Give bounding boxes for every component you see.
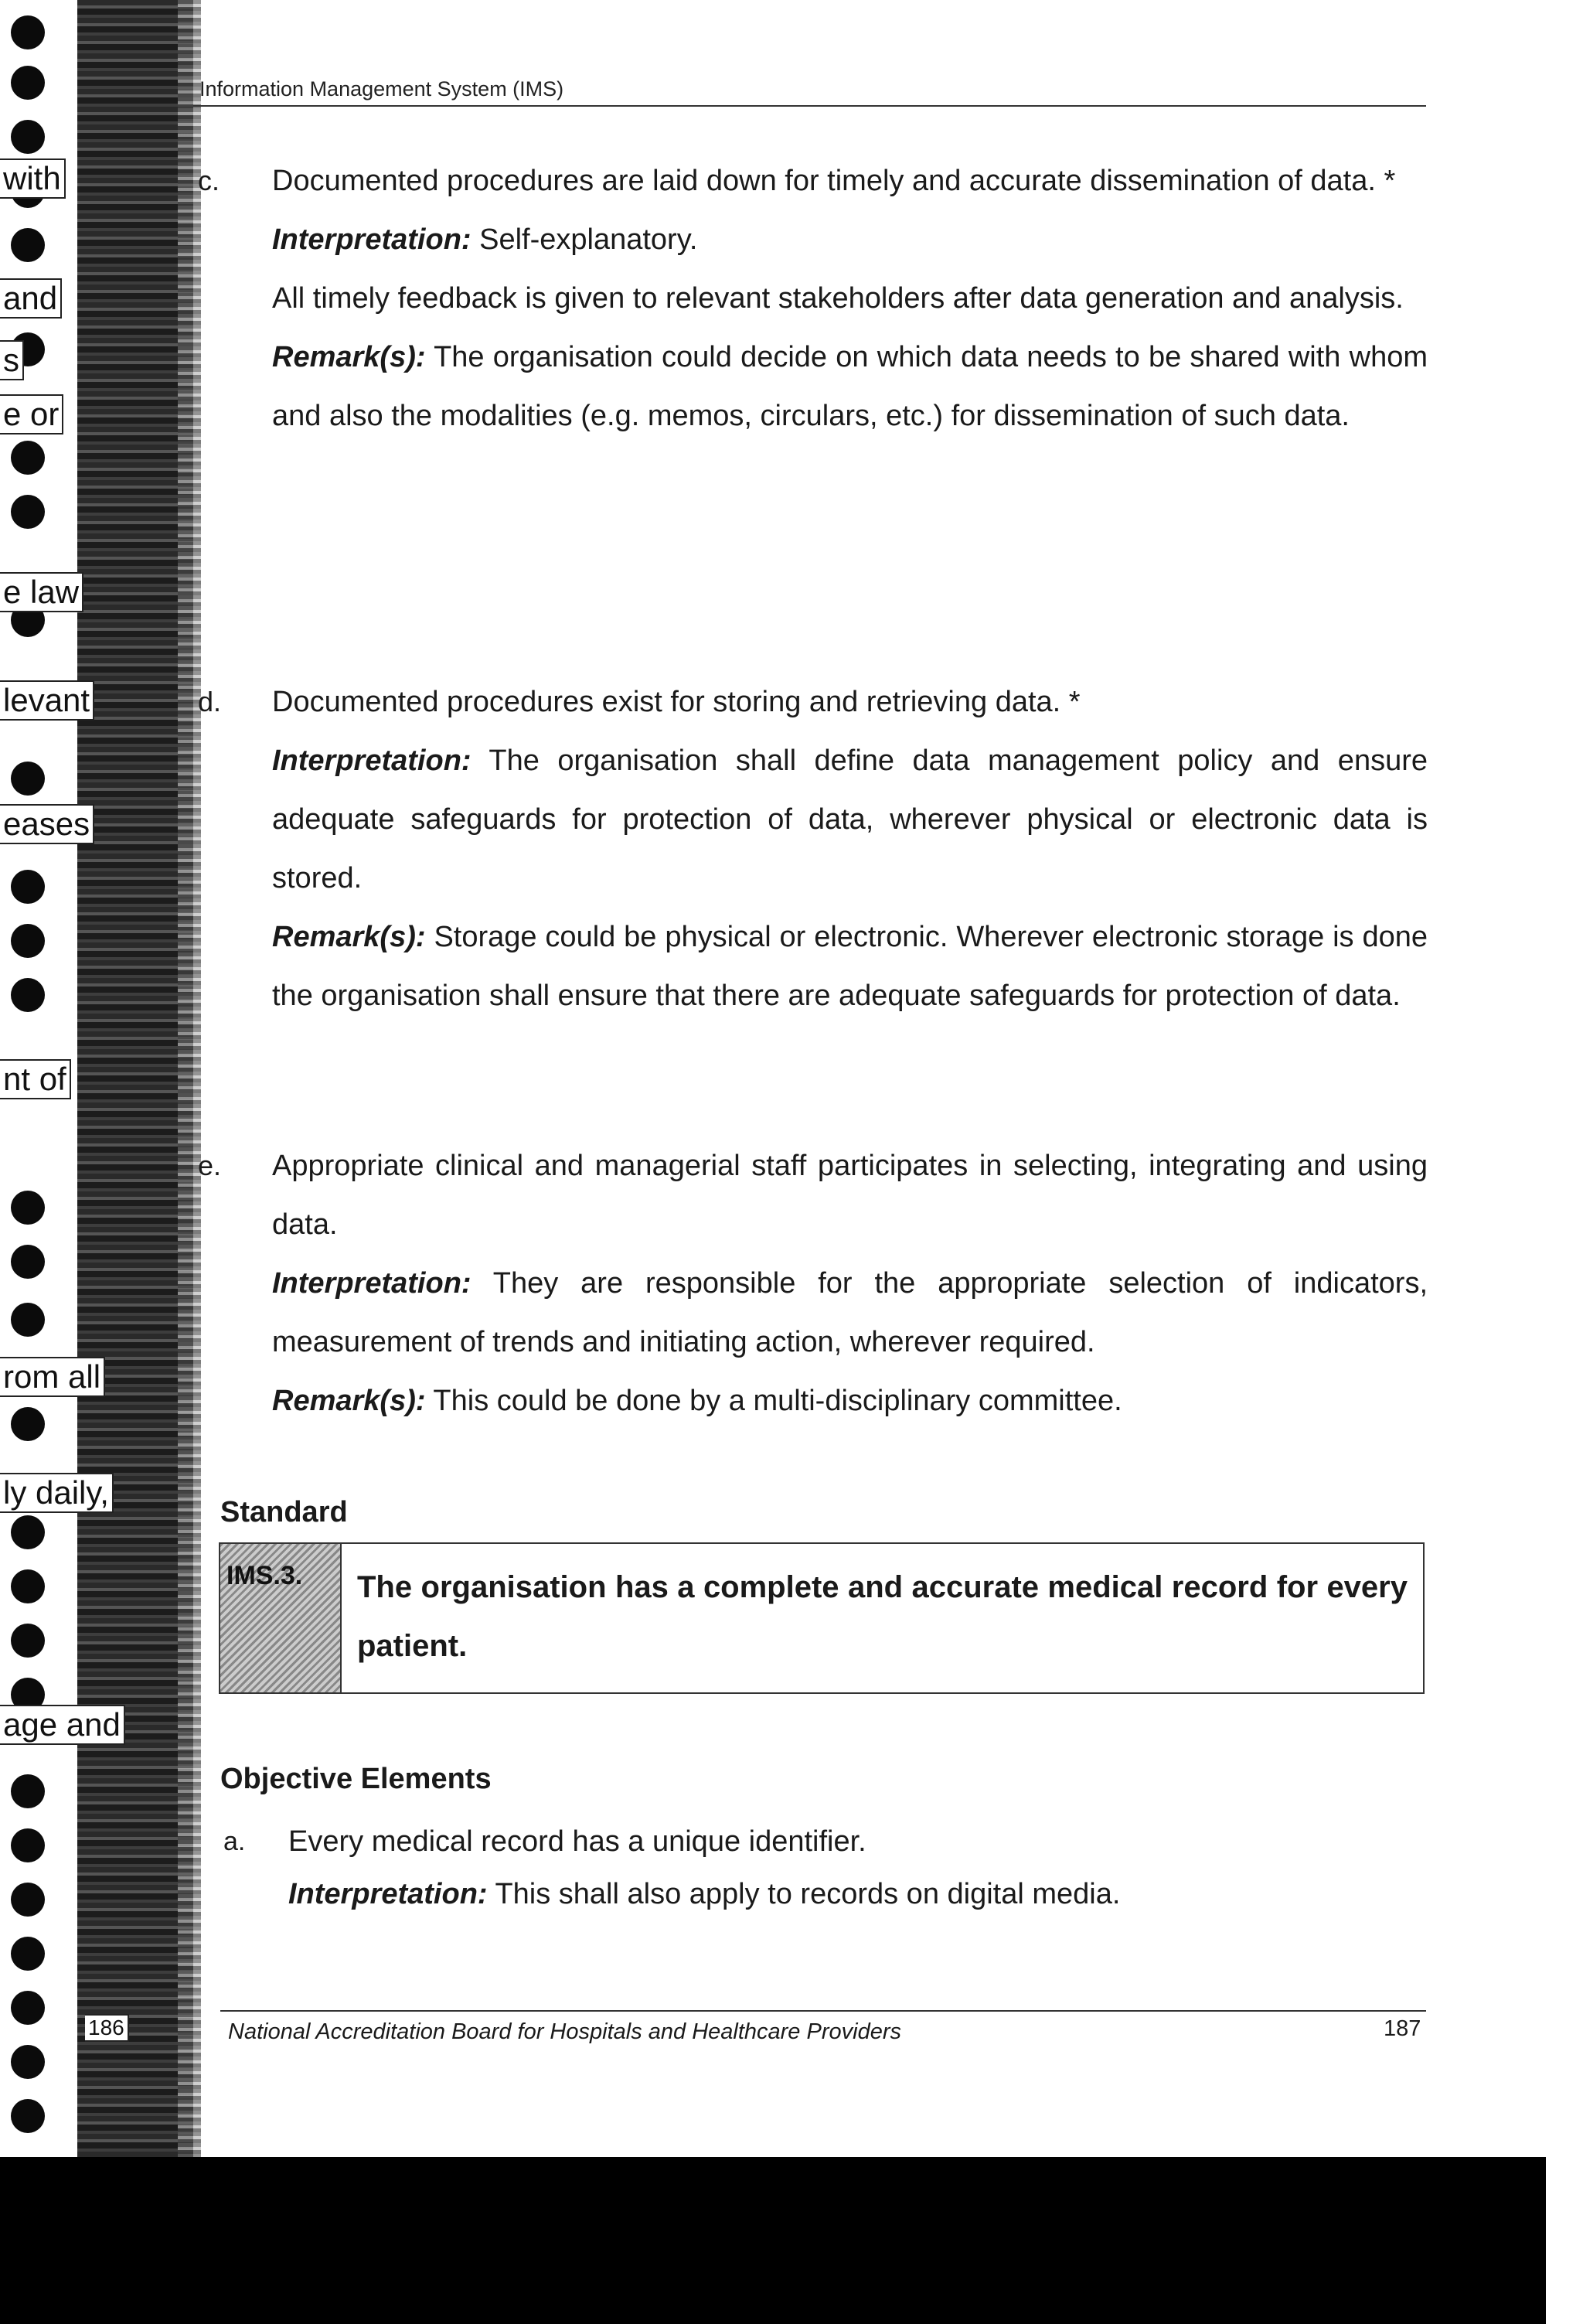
prev-page-fragment: e or	[0, 394, 63, 434]
remark-label: Remark(s):	[272, 341, 426, 373]
prev-page-fragment: eases	[0, 804, 94, 844]
objective-element-e	[198, 1136, 1428, 1430]
item-marker: c.	[198, 165, 220, 196]
standard-text: The organisation has a complete and accurate medical record for every patient.	[357, 1570, 1408, 1663]
interpretation-label: Interpretation:	[288, 1878, 488, 1910]
prev-page-fragment: age and	[0, 1705, 125, 1745]
binder-hole	[11, 1991, 45, 2025]
interpretation-text: This shall also apply to records on digital media.	[495, 1878, 1121, 1910]
prev-page-fragment: with	[0, 158, 66, 199]
binder-hole	[11, 15, 45, 49]
binder-hole	[11, 1569, 45, 1603]
objective-element-a	[223, 1815, 1425, 1920]
prev-page-fragment: rom all	[0, 1357, 105, 1397]
objective-element-d	[198, 673, 1428, 1025]
footer-rule	[220, 2010, 1426, 2012]
remark-label: Remark(s):	[272, 921, 426, 953]
item-text: Documented procedures are laid down for timely and accurate dissemination of data. *	[272, 165, 1396, 197]
binder-hole	[11, 1303, 45, 1337]
binder-hole	[11, 495, 45, 529]
binder-hole	[11, 1883, 45, 1917]
item-marker: d.	[198, 686, 222, 717]
item-text: Appropriate clinical and managerial staff participates in selecting, integrating and using data.	[272, 1150, 1428, 1241]
binder-hole	[11, 1191, 45, 1225]
binder-hole	[11, 1245, 45, 1279]
remark	[272, 328, 1428, 445]
binder-hole	[11, 1407, 45, 1441]
binder-hole	[11, 66, 45, 100]
binding-shadow	[77, 0, 193, 2172]
binder-hole	[11, 978, 45, 1012]
objective-elements-heading: Objective Elements	[220, 1763, 492, 1795]
binder-hole	[11, 228, 45, 262]
binder-hole	[11, 762, 45, 796]
remark-label: Remark(s):	[272, 1385, 426, 1417]
binder-hole	[11, 2045, 45, 2079]
prev-page-fragment: s	[0, 340, 24, 380]
interpretation-label: Interpretation:	[272, 223, 471, 256]
page-header: Information Management System (IMS)	[199, 77, 564, 101]
binder-hole	[11, 1774, 45, 1808]
interpretation-label: Interpretation:	[272, 745, 471, 777]
binder-hole	[11, 870, 45, 904]
binder-hole	[11, 2099, 45, 2133]
interpretation	[272, 210, 1428, 269]
interpretation-text: Self-explanatory.	[479, 223, 698, 256]
item-marker: e.	[198, 1150, 222, 1181]
item-text: Documented procedures exist for storing and retrieving data. *	[272, 686, 1081, 718]
remark-text: The organisation could decide on which data needs to be shared with whom and also the modalities (e.g. memos, circulars, etc.) for dissemination of such data.	[272, 341, 1428, 432]
objective-element-c	[198, 152, 1428, 445]
binder-hole	[11, 120, 45, 154]
header-rule	[193, 105, 1426, 107]
item-extra-text: All timely feedback is given to relevant stakeholders after data generation and analysis.	[272, 282, 1404, 315]
page-number: 187	[1384, 2016, 1421, 2041]
binding-edge	[178, 0, 201, 2172]
prev-page-number: 186	[85, 2014, 129, 2042]
interpretation	[272, 731, 1428, 908]
remark	[272, 908, 1428, 1025]
remark-text: This could be done by a multi-disciplinary committee.	[433, 1385, 1122, 1417]
prev-page-fragment: ly daily,	[0, 1473, 114, 1513]
prev-page-fragment: levant	[0, 680, 94, 721]
interpretation	[272, 1254, 1428, 1372]
standard-code: IMS.3.	[220, 1544, 342, 1692]
prev-page-fragment: e law	[0, 572, 83, 612]
binder-hole	[11, 1515, 45, 1549]
footer-publisher: National Accreditation Board for Hospitals and Healthcare Providers	[228, 2019, 901, 2044]
interpretation-text: The organisation shall define data management policy and ensure adequate safeguards for protection of data, wherever physical or electronic data is stored.	[272, 745, 1428, 895]
binder-hole	[11, 1624, 45, 1658]
interpretation-text: They are responsible for the appropriate selection of indicators, measurement of trends and initiating action, wherever required.	[272, 1267, 1428, 1358]
binder-hole	[11, 924, 45, 958]
remark	[272, 1372, 1428, 1430]
standard-box	[219, 1542, 1425, 1694]
prev-page-fragment: nt of	[0, 1059, 71, 1099]
interpretation-label: Interpretation:	[272, 1267, 471, 1300]
scan-bottom-band	[0, 2157, 1546, 2324]
binder-hole	[11, 1937, 45, 1971]
item-text: Every medical record has a unique identifier.	[288, 1825, 866, 1858]
binder-hole	[11, 441, 45, 475]
prev-page-fragment: and	[0, 278, 62, 319]
binder-hole	[11, 1828, 45, 1862]
interpretation	[288, 1868, 1425, 1920]
item-marker: a.	[223, 1827, 246, 1856]
standard-heading: Standard	[220, 1496, 348, 1528]
remark-text: Storage could be physical or electronic. Wherever electronic storage is done the organisation shall ensure that there are adequate safeguards for protection of data.	[272, 921, 1428, 1012]
